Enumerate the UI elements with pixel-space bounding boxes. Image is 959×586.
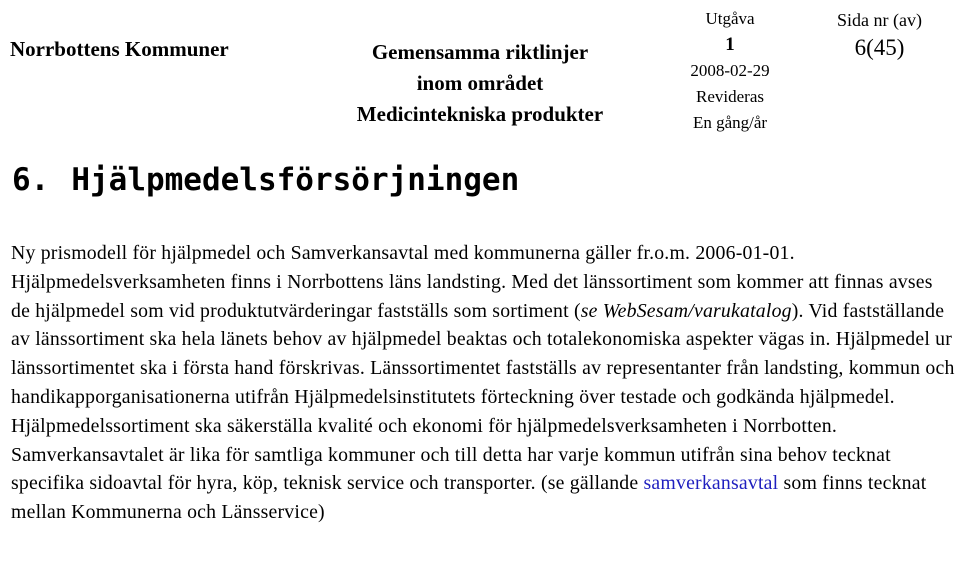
section-heading <box>12 162 519 198</box>
document-title-line: inom området <box>416 71 544 95</box>
document-title-line: Medicintekniska produkter <box>356 102 604 126</box>
section-number: 6. <box>12 162 50 198</box>
revision-label: Revideras <box>696 87 764 106</box>
issue-label: Utgåva <box>705 9 755 28</box>
issue-date: 2008-02-29 <box>690 61 770 80</box>
section-title: Hjälpmedelsförsörjningen <box>71 162 520 198</box>
reference-text: se WebSesam/varukatalog <box>580 299 792 322</box>
issue-info <box>655 6 805 136</box>
paragraph-text: ). Vid fastställande av länssortiment ska hela länets behov av hjälpmedel beaktas och totalekonomiska aspekter vägas in. Hjälpmedel ur länssortimentet ska i första hand förskrivas. Länssortimentet fastställs av representanter från landsting, kommun och handikapporganisationerna utifrån Hjälpmedelsinstitutets förteckning över testade och godkända hjälpmedel. Hjälpmedelssortiment ska säkerställa kvalité och ekonomi för hjälpmedelsverksamheten i Norrbotten. Samverkansavtalet är lika för samtliga kommuner och till detta har varje kommun utifrån sina behov tecknat specifika sidoavtal för hyra, köp, teknisk service och transporter. (se gällande <box>11 299 955 495</box>
page-label: Sida nr (av) <box>837 10 922 30</box>
revision-frequency: En gång/år <box>692 113 768 132</box>
body-paragraph <box>11 239 955 527</box>
issue-number: 1 <box>725 34 735 55</box>
document-title <box>330 37 630 130</box>
paragraph-text: som finns tecknat mellan Kommunerna och Länsservice) <box>11 472 927 524</box>
document-title-line: Gemensamma riktlinjer <box>371 40 589 64</box>
samverkansavtal-link[interactable]: samverkansavtal <box>643 472 779 495</box>
page-number-info <box>812 6 947 62</box>
page-value: 6(45) <box>854 35 905 60</box>
paragraph-text: Ny prismodell för hjälpmedel och Samverkansavtal med kommunerna gäller fr.o.m. 2006-01-01. Hjälpmedelsverksamheten finns i Norrbottens läns landsting. Med det länssortiment som kommer att finnas avses de hjälpmedel som vid produktutvärderingar fastställs som sortiment ( <box>11 242 933 322</box>
organization-name: Norrbottens Kommuner <box>10 37 229 61</box>
